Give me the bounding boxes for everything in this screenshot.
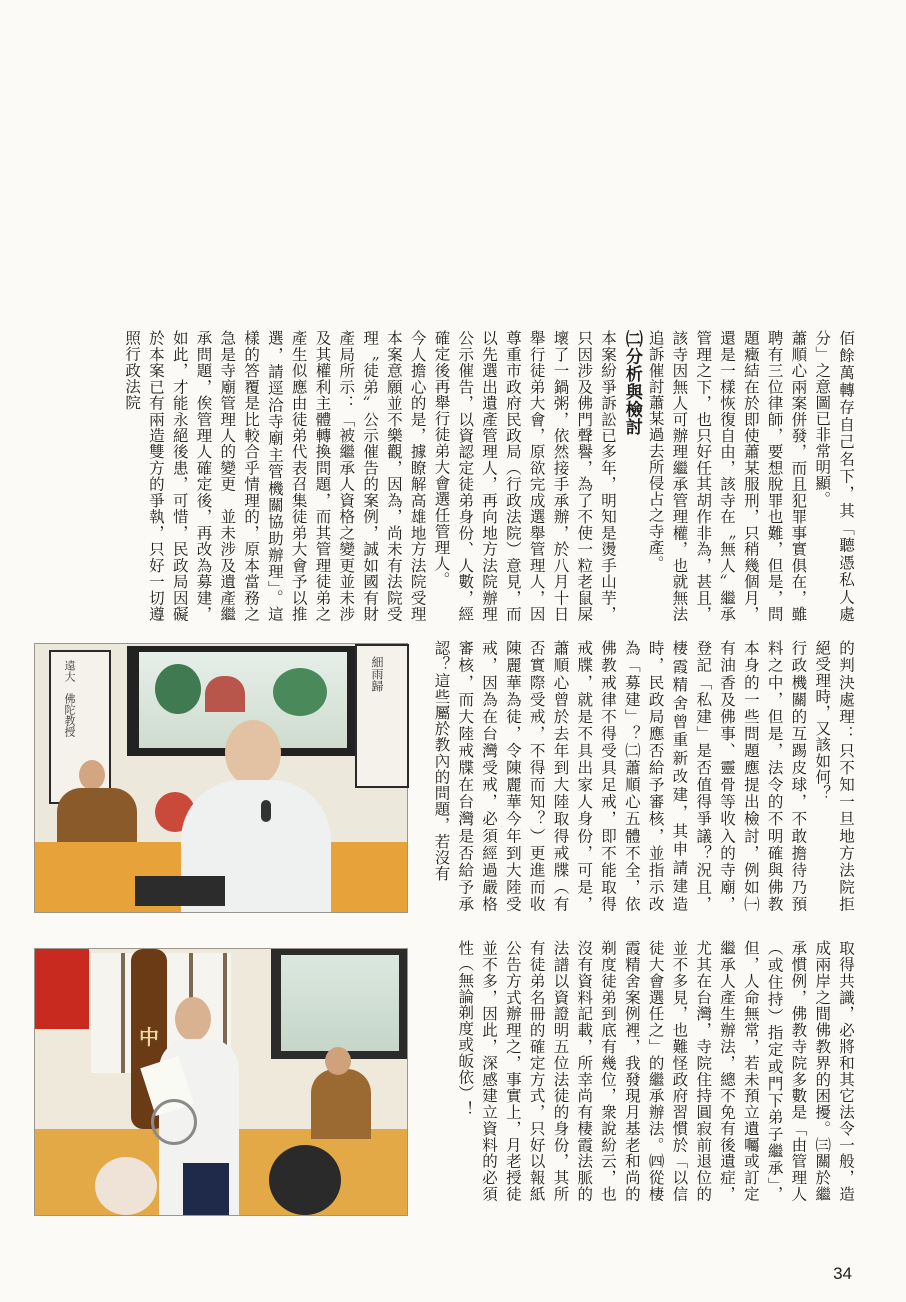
projector (135, 876, 225, 906)
audience-head (269, 1145, 341, 1215)
speaker-trousers (183, 1163, 229, 1215)
carving-character: 中 (139, 1025, 159, 1049)
upper-text-block (123, 330, 857, 622)
painted-pavilion (205, 676, 245, 712)
seated-monk-head (325, 1047, 351, 1075)
paragraph: 佰餘萬轉存自己名下，其「聽憑私人處分」之意圖已非常明顯。 (813, 330, 855, 622)
paragraph: 取得共識，必將和其它法令一般，造成兩岸之間佛教界的困擾。㈢關於繼承慣例，佛教寺院多數是「由管理人（或住持）指定或門下弟子繼承」，但，人命無常，若未預立遺囑或訂定繼承人產生辦法，總不免有後遺症，尤其在台灣，寺院住持圓寂前退位的並不多見，也難怪政府習慣於「以信徒大會選任之」的繼承辦法。㈣從棲霞精舍案例裡，我發現月基老和尚的剃度徒弟到底有幾位，衆說紛云，也沒有資料記載，所幸尚有棲霞法脈的法譜以資證明五位法徒的身份，其所有徒弟名冊的確定方式，只好以報紙公告方式辦理之，事實上，月老授徒並不多，因此，深感建立資料的必須性（無論剃度或皈依）！ (456, 940, 855, 1202)
seated-monk-robe (57, 788, 137, 848)
paragraph: 的判決處理：只不知一旦地方法院拒絕受理時，又該如何？ (813, 640, 855, 912)
paragraph: 今人擔心的是，據瞭解高雄地方法院受理本案意願並不樂觀，因為，尚未有法院受理〝徒弟〞公示催告的案例，誠如國有財產局所示：「被繼承人資格之變更並未涉及其權利主體轉換問題，而其管理徒弟之產生似應由徒弟代表召集徒弟大會予以推選，請逕洽寺廟主管機關協助辦理」。這樣的答覆是比較合乎情理的，原本當務之急是寺廟管理人的變更 並未涉及遺產繼承問題，俟管理人確定後，再改為募建，如此，才能永絕後患，可惜，民政局因礙於本案已有兩造雙方的爭執，只好一切遵照行政法院 (123, 330, 427, 622)
page-number: 34 (833, 1264, 852, 1283)
paragraph: 本案紛爭訴訟已多年，明知是燙手山芋，只因涉及佛門聲譽，為了不使一粒老鼠屎壞了一鍋粥，依然接手承辦，於八月十日舉行徒弟大會，原欲完成選舉管理人，因尊重市政府民政局（行政法院）意見，而以先選出遺產管理人，再向地方法院辦理公示催告，以資認定徒弟身份、人數，經確定後再舉行徒弟大會選任管理人。 (432, 330, 618, 622)
middle-text-block (420, 640, 857, 912)
photo-speaker-reading (34, 948, 408, 1216)
desk-fan (151, 1099, 197, 1145)
paragraph: 行政機關的互踢皮球，不敢擔待乃預料之中，但是，法令的不明確與佛教本身的一些問題應提出檢討，例如㈠有油香及佛事、靈骨等收入的寺廟，登記「私建」是否值得爭議？況且，棲霞精舍曾重新改建，其申請建造時，民政局應否給予審核，並指示改為「募建」？㈡蕭順心五體不全，依佛教戒律不得受具足戒，即不能取得戒牒，就是不具出家人身份，可是，蕭順心曾於去年到大陸取得戒牒（有否實際受戒，不得而知？）更進而收陳麗華為徒，令陳麗華今年到大陸受戒，因為在台灣受戒，必須經過嚴格審核，而大陸戒牒在台灣是否給予承認？這些屬於教內的問題，若沒有 (432, 640, 808, 912)
seated-monk-head (79, 760, 105, 790)
painted-tree (273, 668, 327, 716)
red-banner (35, 949, 89, 1029)
speaker-head (225, 720, 281, 786)
lower-text-block (438, 940, 857, 1202)
calligraphy-text-right: 細雨歸 (370, 656, 384, 692)
seated-monk-robe (311, 1069, 371, 1139)
audience-head (95, 1157, 157, 1215)
section-heading: ㈡分析與檢討 (621, 330, 642, 436)
painted-tree (155, 664, 201, 714)
microphone-icon (261, 800, 271, 822)
paragraph: 蕭順心兩案併發，而且犯罪事實俱在，雖聘有三位律師，要想脫罪也難，但是，問題癥結在於即使蕭某服刑，只稍幾個月，還是一樣恢復自由，該寺在〝無人〞繼承管理之下，也只好任其胡作非為，甚且，該寺因無人可辦理繼承管理權，也就無法追訴催討蕭某過去所侵占之寺產。 (646, 330, 808, 622)
calligraphy-text-left: 遠大 佛陀教授 (63, 660, 76, 737)
speaker-head (175, 997, 211, 1041)
photo-speaker-meeting (34, 643, 408, 913)
painting-canvas (281, 955, 399, 1051)
